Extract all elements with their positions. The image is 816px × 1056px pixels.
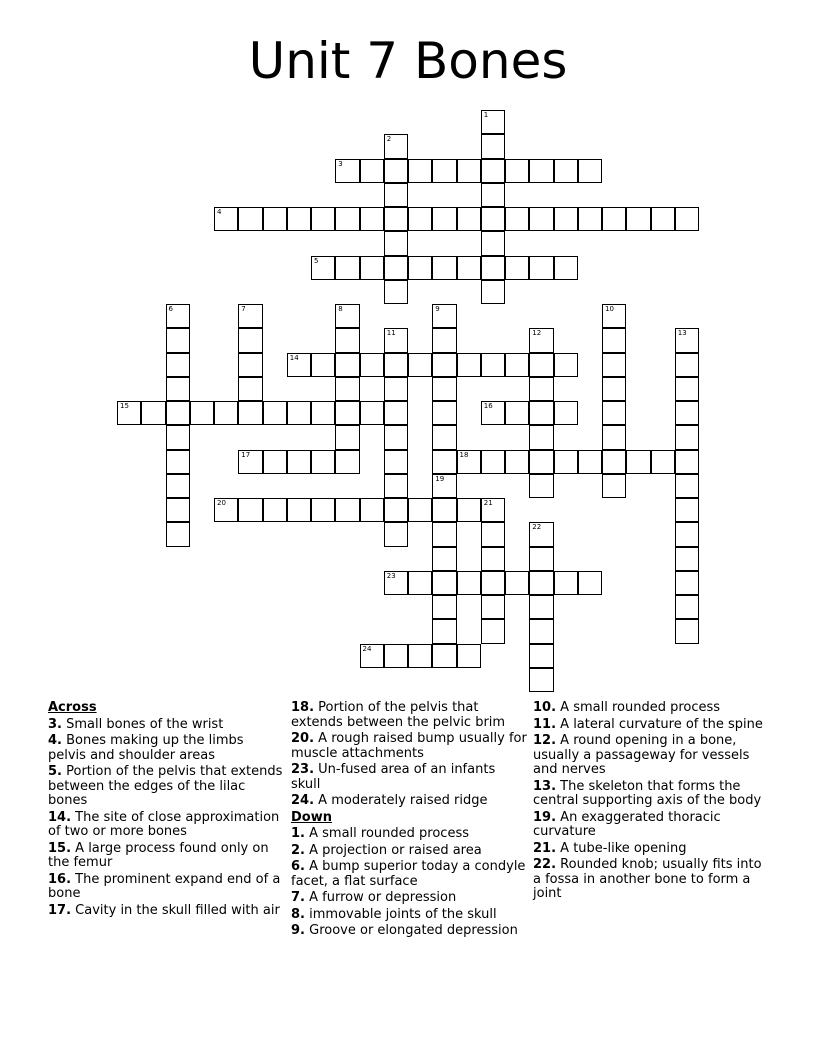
grid-cell[interactable] [360, 498, 384, 522]
clue-number: 24. [291, 793, 315, 808]
clue-number: 5. [48, 764, 62, 779]
clue-text: A bump superior today a condyle facet, a flat surface [291, 859, 526, 889]
grid-cell[interactable] [432, 547, 456, 571]
grid-cell[interactable] [602, 401, 626, 425]
grid-cell[interactable] [675, 377, 699, 401]
clue-text: Portion of the pelvis that extends between the pelvic brim [291, 700, 506, 730]
grid-cell[interactable] [554, 353, 578, 377]
grid-cell[interactable] [214, 207, 238, 231]
grid-cell[interactable] [408, 644, 432, 668]
across-clue [48, 811, 284, 840]
grid-cell[interactable] [384, 280, 408, 304]
grid-cell[interactable] [602, 353, 626, 377]
grid-cell[interactable] [432, 474, 456, 498]
across-heading: Across [48, 700, 97, 715]
grid-cell[interactable] [166, 353, 190, 377]
clues-column-3 [533, 701, 769, 904]
grid-cell[interactable] [505, 256, 529, 280]
clue-text: A tube-like opening [560, 840, 687, 856]
down-clue [533, 842, 769, 857]
grid-cell[interactable] [481, 134, 505, 158]
grid-cell[interactable] [457, 450, 481, 474]
grid-cell[interactable] [602, 377, 626, 401]
grid-cell[interactable] [432, 425, 456, 449]
clue-text: The skeleton that forms the central supporting axis of the body [533, 778, 762, 808]
grid-cell[interactable] [505, 450, 529, 474]
grid-cell[interactable] [384, 522, 408, 546]
clue-number: 21. [533, 840, 557, 856]
down-clue [291, 860, 527, 889]
clue-number: 4. [48, 733, 62, 748]
grid-cell[interactable] [141, 401, 165, 425]
grid-cell[interactable] [578, 450, 602, 474]
clue-text: The prominent expand end of a bone [48, 871, 281, 901]
grid-cell[interactable] [263, 207, 287, 231]
grid-cell[interactable] [675, 619, 699, 643]
grid-cell[interactable] [384, 183, 408, 207]
grid-cell[interactable] [554, 401, 578, 425]
grid-cell[interactable] [554, 450, 578, 474]
across-clue [48, 873, 284, 902]
grid-cell[interactable] [529, 595, 553, 619]
clue-text: Groove or elongated depression [309, 923, 518, 938]
clue-text: A projection or raised area [309, 842, 482, 858]
clue-number: 22. [533, 857, 557, 872]
grid-cell[interactable] [117, 401, 141, 425]
clue-number-label: 21 [483, 499, 493, 507]
clue-number: 3. [48, 716, 62, 732]
grid-cell[interactable] [505, 353, 529, 377]
grid-cell[interactable] [166, 328, 190, 352]
clue-number: 14. [48, 809, 72, 825]
grid-cell[interactable] [529, 353, 553, 377]
grid-cell[interactable] [432, 377, 456, 401]
grid-cell[interactable] [529, 377, 553, 401]
grid-cell[interactable] [529, 256, 553, 280]
grid-cell[interactable] [432, 328, 456, 352]
grid-cell[interactable] [360, 256, 384, 280]
grid-cell[interactable] [166, 522, 190, 546]
grid-cell[interactable] [238, 450, 262, 474]
grid-cell[interactable] [360, 207, 384, 231]
grid-cell[interactable] [166, 498, 190, 522]
grid-cell[interactable] [457, 498, 481, 522]
grid-cell[interactable] [675, 207, 699, 231]
grid-cell[interactable] [529, 522, 553, 546]
grid-cell[interactable] [384, 134, 408, 158]
down-clue [533, 780, 769, 809]
grid-cell[interactable] [578, 207, 602, 231]
grid-cell[interactable] [481, 619, 505, 643]
grid-cell[interactable] [481, 256, 505, 280]
grid-cell[interactable] [432, 498, 456, 522]
clue-text: A lateral curvature of the spine [560, 716, 763, 732]
clue-number-label: 13 [677, 329, 687, 338]
across-clue [291, 763, 527, 792]
grid-cell[interactable] [384, 377, 408, 401]
grid-cell[interactable] [408, 498, 432, 522]
clue-number-label: 16 [483, 402, 493, 410]
down-clue [291, 908, 527, 923]
down-clue [291, 827, 527, 842]
grid-cell[interactable] [408, 256, 432, 280]
grid-cell[interactable] [238, 401, 262, 425]
grid-cell[interactable] [529, 425, 553, 449]
down-clue [533, 811, 769, 840]
grid-cell[interactable] [432, 644, 456, 668]
down-clue [533, 718, 769, 733]
clue-text: Un-fused area of an infants skull [291, 762, 496, 792]
grid-cell[interactable] [384, 401, 408, 425]
clue-number: 20. [291, 731, 315, 746]
clue-number-label: 19 [435, 474, 445, 483]
grid-cell[interactable] [432, 353, 456, 377]
grid-cell[interactable] [384, 450, 408, 474]
clue-number-label: 17 [241, 450, 251, 459]
grid-cell[interactable] [311, 401, 335, 425]
grid-cell[interactable] [311, 207, 335, 231]
grid-cell[interactable] [675, 353, 699, 377]
grid-cell[interactable] [408, 159, 432, 183]
across-clue [291, 701, 527, 730]
grid-cell[interactable] [602, 304, 626, 328]
grid-cell[interactable] [529, 328, 553, 352]
grid-cell[interactable] [311, 256, 335, 280]
clue-text: Rounded knob; usually fits into a fossa in another bone to form a joint [533, 857, 762, 901]
grid-cell[interactable] [651, 450, 675, 474]
grid-cell[interactable] [287, 207, 311, 231]
across-clue [291, 794, 527, 809]
clue-number-label: 5 [314, 256, 319, 265]
grid-cell[interactable] [238, 498, 262, 522]
grid-cell[interactable] [166, 450, 190, 474]
grid-cell[interactable] [675, 401, 699, 425]
clue-number: 6. [291, 859, 305, 874]
puzzle-title: Unit 7 Bones [248, 32, 568, 90]
clue-number: 11. [533, 716, 557, 732]
grid-cell[interactable] [529, 207, 553, 231]
clue-number: 8. [291, 906, 305, 922]
grid-cell[interactable] [432, 159, 456, 183]
grid-cell[interactable] [335, 401, 359, 425]
clue-number-label: 18 [459, 450, 469, 459]
clue-number-label: 6 [168, 305, 173, 313]
grid-cell[interactable] [529, 547, 553, 571]
grid-cell[interactable] [554, 159, 578, 183]
clue-number-label: 23 [386, 571, 396, 580]
grid-cell[interactable] [675, 328, 699, 352]
grid-cell[interactable] [311, 498, 335, 522]
grid-cell[interactable] [408, 571, 432, 595]
grid-cell[interactable] [335, 304, 359, 328]
grid-cell[interactable] [335, 377, 359, 401]
grid-cell[interactable] [675, 474, 699, 498]
clue-number: 12. [533, 733, 557, 748]
clue-number: 2. [291, 842, 305, 858]
grid-cell[interactable] [166, 425, 190, 449]
grid-cell[interactable] [554, 256, 578, 280]
grid-cell[interactable] [481, 183, 505, 207]
grid-cell[interactable] [481, 595, 505, 619]
clue-text: immovable joints of the skull [309, 906, 497, 922]
down-clue [291, 844, 527, 859]
grid-cell[interactable] [602, 474, 626, 498]
grid-cell[interactable] [263, 401, 287, 425]
grid-cell[interactable] [311, 450, 335, 474]
grid-cell[interactable] [481, 547, 505, 571]
grid-cell[interactable] [529, 474, 553, 498]
clue-number-label: 8 [338, 305, 343, 313]
clues-column-2 [291, 701, 527, 941]
grid-cell[interactable] [384, 474, 408, 498]
grid-cell[interactable] [238, 353, 262, 377]
grid-cell[interactable] [384, 328, 408, 352]
clue-number: 18. [291, 700, 315, 715]
grid-cell[interactable] [263, 498, 287, 522]
grid-cell[interactable] [505, 401, 529, 425]
grid-cell[interactable] [529, 619, 553, 643]
down-clue [533, 858, 769, 902]
clue-number-label: 9 [435, 305, 440, 313]
grid-cell[interactable] [287, 401, 311, 425]
grid-cell[interactable] [384, 207, 408, 231]
grid-cell[interactable] [238, 207, 262, 231]
grid-cell[interactable] [529, 668, 553, 692]
grid-cell[interactable] [408, 353, 432, 377]
grid-cell[interactable] [335, 256, 359, 280]
grid-cell[interactable] [384, 425, 408, 449]
clue-number-label: 12 [532, 329, 542, 338]
grid-cell[interactable] [287, 450, 311, 474]
grid-cell[interactable] [360, 644, 384, 668]
grid-cell[interactable] [675, 547, 699, 571]
grid-cell[interactable] [505, 571, 529, 595]
clue-text: A round opening in a bone, usually a passageway for vessels and nerves [533, 733, 750, 777]
grid-cell[interactable] [287, 353, 311, 377]
grid-cell[interactable] [190, 401, 214, 425]
clue-text: A moderately raised ridge [318, 793, 488, 808]
grid-cell[interactable] [529, 450, 553, 474]
clue-number-label: 2 [386, 135, 392, 144]
grid-cell[interactable] [214, 401, 238, 425]
grid-cell[interactable] [626, 450, 650, 474]
down-heading: Down [291, 809, 332, 825]
grid-cell[interactable] [384, 498, 408, 522]
grid-cell[interactable] [578, 571, 602, 595]
grid-cell[interactable] [457, 353, 481, 377]
down-clue [291, 924, 527, 939]
across-clue [48, 842, 284, 871]
grid-cell[interactable] [166, 474, 190, 498]
grid-cell[interactable] [457, 644, 481, 668]
clue-number: 19. [533, 809, 557, 825]
grid-cell[interactable] [432, 256, 456, 280]
grid-cell[interactable] [481, 207, 505, 231]
grid-cell[interactable] [529, 159, 553, 183]
grid-cell[interactable] [481, 522, 505, 546]
grid-cell[interactable] [408, 207, 432, 231]
grid-cell[interactable] [602, 328, 626, 352]
grid-cell[interactable] [602, 450, 626, 474]
clue-number: 16. [48, 871, 72, 887]
grid-cell[interactable] [529, 401, 553, 425]
down-clue [291, 891, 527, 906]
grid-cell[interactable] [384, 571, 408, 595]
clue-number-label: 3 [338, 159, 343, 168]
grid-cell[interactable] [578, 159, 602, 183]
grid-cell[interactable] [457, 207, 481, 231]
grid-cell[interactable] [360, 353, 384, 377]
clue-number: 17. [48, 902, 72, 918]
clue-text: The site of close approximation of two or more bones [48, 809, 280, 839]
down-clue [533, 701, 769, 716]
clue-number: 1. [291, 826, 305, 841]
grid-cell[interactable] [626, 207, 650, 231]
grid-cell[interactable] [554, 571, 578, 595]
grid-cell[interactable] [335, 498, 359, 522]
clue-number: 15. [48, 840, 72, 856]
grid-cell[interactable] [675, 522, 699, 546]
grid-cell[interactable] [432, 401, 456, 425]
grid-cell[interactable] [384, 231, 408, 255]
clue-text: A furrow or depression [309, 890, 457, 905]
grid-cell[interactable] [481, 159, 505, 183]
grid-cell[interactable] [166, 304, 190, 328]
grid-cell[interactable] [384, 159, 408, 183]
clue-number-label: 14 [289, 353, 299, 362]
across-clue [48, 904, 284, 919]
clue-number-label: 10 [605, 305, 614, 313]
clue-number-label: 11 [386, 329, 396, 338]
grid-cell[interactable] [432, 522, 456, 546]
grid-cell[interactable] [384, 256, 408, 280]
grid-cell[interactable] [505, 159, 529, 183]
grid-cell[interactable] [384, 353, 408, 377]
clue-text: Cavity in the skull filled with air [75, 902, 280, 918]
grid-cell[interactable] [554, 207, 578, 231]
clue-number: 10. [533, 700, 557, 715]
grid-cell[interactable] [384, 644, 408, 668]
grid-cell[interactable] [335, 425, 359, 449]
clue-number: 13. [533, 778, 557, 794]
grid-cell[interactable] [675, 571, 699, 595]
grid-cell[interactable] [457, 256, 481, 280]
grid-cell[interactable] [457, 159, 481, 183]
clue-number: 9. [291, 923, 305, 938]
grid-cell[interactable] [675, 450, 699, 474]
grid-cell[interactable] [602, 207, 626, 231]
grid-cell[interactable] [675, 595, 699, 619]
grid-cell[interactable] [360, 159, 384, 183]
grid-cell[interactable] [166, 401, 190, 425]
grid-cell[interactable] [432, 450, 456, 474]
across-clue [48, 734, 284, 763]
grid-cell[interactable] [505, 207, 529, 231]
grid-cell[interactable] [529, 644, 553, 668]
clue-text: Portion of the pelvis that extends between the edges of the lilac bones [48, 764, 283, 808]
grid-cell[interactable] [432, 595, 456, 619]
grid-cell[interactable] [529, 571, 553, 595]
grid-cell[interactable] [481, 571, 505, 595]
grid-cell[interactable] [457, 571, 481, 595]
grid-cell[interactable] [335, 207, 359, 231]
clue-text: A large process found only on the femur [48, 840, 269, 870]
grid-cell[interactable] [311, 353, 335, 377]
down-clue [533, 734, 769, 778]
clue-text: Small bones of the wrist [66, 716, 224, 732]
clue-number-label: 20 [217, 499, 226, 507]
clue-text: An exaggerated thoracic curvature [533, 809, 721, 839]
grid-cell[interactable] [675, 498, 699, 522]
clue-text: A rough raised bump usually for muscle attachments [291, 731, 527, 761]
across-clue [291, 732, 527, 761]
grid-cell[interactable] [432, 207, 456, 231]
grid-cell[interactable] [481, 401, 505, 425]
clue-text: A small rounded process [560, 700, 721, 715]
clue-number-label: 15 [120, 402, 129, 410]
across-clue [48, 718, 284, 733]
clues-column-1 [48, 701, 284, 920]
grid-cell[interactable] [432, 571, 456, 595]
grid-cell[interactable] [481, 498, 505, 522]
grid-cell[interactable] [335, 353, 359, 377]
grid-cell[interactable] [238, 328, 262, 352]
grid-cell[interactable] [238, 304, 262, 328]
grid-cell[interactable] [481, 231, 505, 255]
clue-number: 7. [291, 890, 305, 905]
grid-cell[interactable] [481, 110, 505, 134]
across-clue [48, 765, 284, 809]
grid-cell[interactable] [481, 353, 505, 377]
grid-cell[interactable] [675, 425, 699, 449]
clue-number-label: 22 [532, 523, 542, 532]
grid-cell[interactable] [651, 207, 675, 231]
grid-cell[interactable] [432, 619, 456, 643]
clue-number: 23. [291, 762, 315, 777]
grid-cell[interactable] [335, 450, 359, 474]
grid-cell[interactable] [238, 377, 262, 401]
clue-number-label: 1 [483, 111, 489, 119]
grid-cell[interactable] [263, 450, 287, 474]
grid-cell[interactable] [481, 280, 505, 304]
clue-text: A small rounded process [309, 826, 469, 841]
grid-cell[interactable] [335, 159, 359, 183]
clue-number-label: 24 [362, 644, 372, 653]
clue-text: Bones making up the limbs pelvis and shoulder areas [48, 733, 244, 763]
grid-cell[interactable] [602, 425, 626, 449]
grid-cell[interactable] [214, 498, 238, 522]
clue-number-label: 4 [217, 208, 222, 216]
clue-number-label: 7 [241, 305, 246, 313]
grid-cell[interactable] [481, 450, 505, 474]
grid-cell[interactable] [287, 498, 311, 522]
grid-cell[interactable] [360, 401, 384, 425]
grid-cell[interactable] [166, 377, 190, 401]
grid-cell[interactable] [335, 328, 359, 352]
grid-cell[interactable] [432, 304, 456, 328]
